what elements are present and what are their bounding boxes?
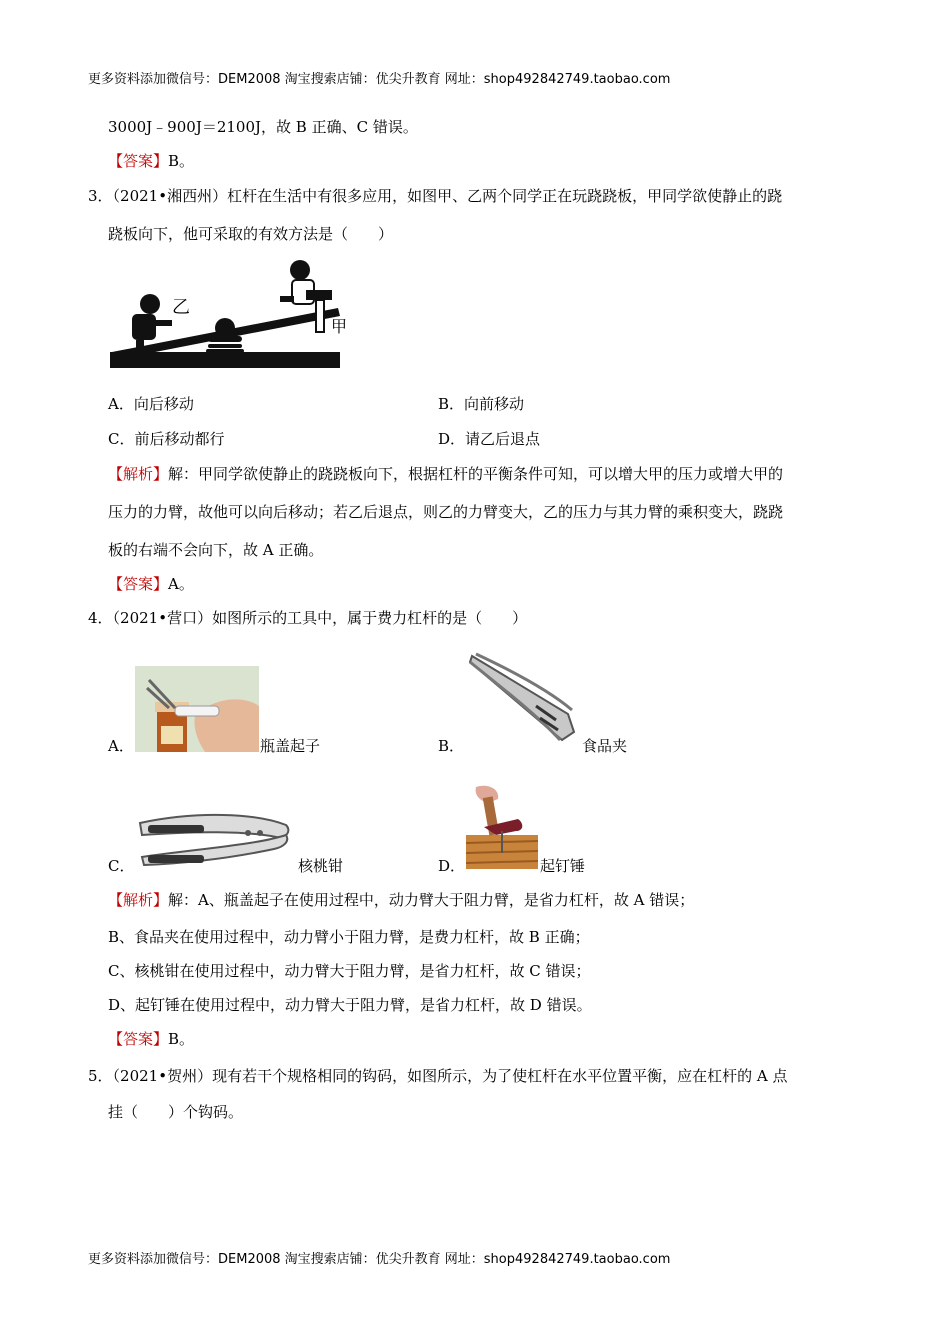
nutcracker-image: [136, 805, 294, 867]
option-text: 前后移动都行: [134, 430, 225, 448]
analysis-tag: 【解析】: [108, 891, 169, 909]
q3-option-b: [438, 394, 524, 414]
analysis-text: 解：A、瓶盖起子在使用过程中，动力臂大于阻力臂，是省力杠杆，故 A 错误；: [168, 891, 695, 909]
q4-line1: （2021•营口）如图所示的工具中，属于费力杠杆的是（ ）: [112, 609, 528, 627]
answer-tag: 【答案】: [108, 152, 169, 170]
q4-option-b-letter: B．: [438, 737, 465, 755]
q3-analysis-line1: [108, 464, 783, 484]
answer-text: A。: [168, 575, 194, 593]
answer-text: B。: [168, 152, 195, 170]
claw-hammer-image: [466, 783, 538, 869]
q3-line1: （2021•湘西州）杠杆在生活中有很多应用，如图甲、乙两个同学正在玩跷跷板，甲同学欲使静止的跷: [112, 187, 783, 205]
option-letter: D．: [438, 430, 466, 448]
q3-stem-line2: 跷板向下，他可采取的有效方法是（ ）: [108, 225, 394, 243]
q4-option-a-letter: A．: [108, 737, 134, 755]
analysis-tag: 【解析】: [108, 465, 169, 483]
option-text: 请乙后退点: [465, 430, 541, 448]
option-letter: C．: [108, 430, 135, 448]
answer-tag: 【答案】: [108, 1030, 169, 1048]
q5-stem-line1: [88, 1066, 787, 1086]
q3-option-d: [438, 429, 540, 449]
seesaw-figure: [110, 256, 342, 372]
q4-stem-line1: [88, 608, 527, 628]
answer-text: B。: [168, 1030, 195, 1048]
q4-analysis-line3: C、核桃钳在使用过程中，动力臂大于阻力臂，是省力杠杆，故 C 错误；: [108, 962, 591, 980]
q4-option-d-letter: D．: [438, 857, 466, 875]
q4-answer: [108, 1029, 194, 1049]
q3-option-c: [108, 429, 225, 449]
q5-line1: （2021•贺州）现有若干个规格相同的钩码，如图所示，为了使杠杆在水平位置平衡，应在杠杆的 A 点: [112, 1067, 788, 1085]
q5-number: 5．: [88, 1067, 113, 1085]
option-text: 向后移动: [133, 395, 194, 413]
q4-option-c-text: 核桃钳: [298, 857, 344, 875]
q4-option-a-text: 瓶盖起子: [260, 737, 321, 755]
q4-option-c-letter: C．: [108, 857, 135, 875]
q3-option-a: [108, 394, 194, 414]
page-footer: 更多资料添加微信号：DEM2008 淘宝搜索店铺：优尖升教育 网址：shop492842749.taobao.com: [88, 1252, 671, 1267]
analysis-text: 解：甲同学欲使静止的跷跷板向下，根据杠杆的平衡条件可知，可以增大甲的压力或增大甲的: [168, 465, 784, 483]
q4-option-b-text: 食品夹: [582, 737, 628, 755]
q3-number: 3．: [88, 187, 113, 205]
q5-stem-line2: 挂（ ）个钩码。: [108, 1103, 244, 1121]
q4-number: 4．: [88, 609, 113, 627]
prev-answer: [108, 151, 194, 171]
q4-analysis-line4: D、起钉锤在使用过程中，动力臂大于阻力臂，是省力杠杆，故 D 错误。: [108, 996, 592, 1014]
bottle-opener-image: [135, 666, 259, 752]
answer-tag: 【答案】: [108, 575, 169, 593]
option-text: 向前移动: [464, 395, 525, 413]
label-jia: 甲: [331, 317, 348, 336]
q3-stem-line1: [88, 186, 782, 206]
q3-answer: [108, 574, 194, 594]
option-letter: B．: [438, 395, 465, 413]
option-letter: A．: [108, 395, 134, 413]
food-tongs-image: [466, 648, 580, 750]
q4-analysis-line1: [108, 890, 694, 910]
q3-analysis-line2: 压力的力臂，故他可以向后移动；若乙后退点，则乙的力臂变大，乙的压力与其力臂的乘积变大，跷跷: [108, 503, 784, 521]
q4-option-d-text: 起钉锤: [540, 857, 586, 875]
page-header: 更多资料添加微信号：DEM2008 淘宝搜索店铺：优尖升教育 网址：shop492842749.taobao.com: [88, 72, 671, 87]
label-yi: 乙: [172, 297, 190, 318]
ground: [110, 352, 340, 368]
q4-analysis-line2: B、食品夹在使用过程中，动力臂小于阻力臂，是费力杠杆，故 B 正确；: [108, 928, 590, 946]
q3-analysis-line3: 板的右端不会向下，故 A 正确。: [108, 541, 324, 559]
prev-calc-line: 3000J﹣900J＝2100J，故 B 正确、C 错误。: [108, 118, 418, 136]
pivot: [215, 318, 235, 338]
